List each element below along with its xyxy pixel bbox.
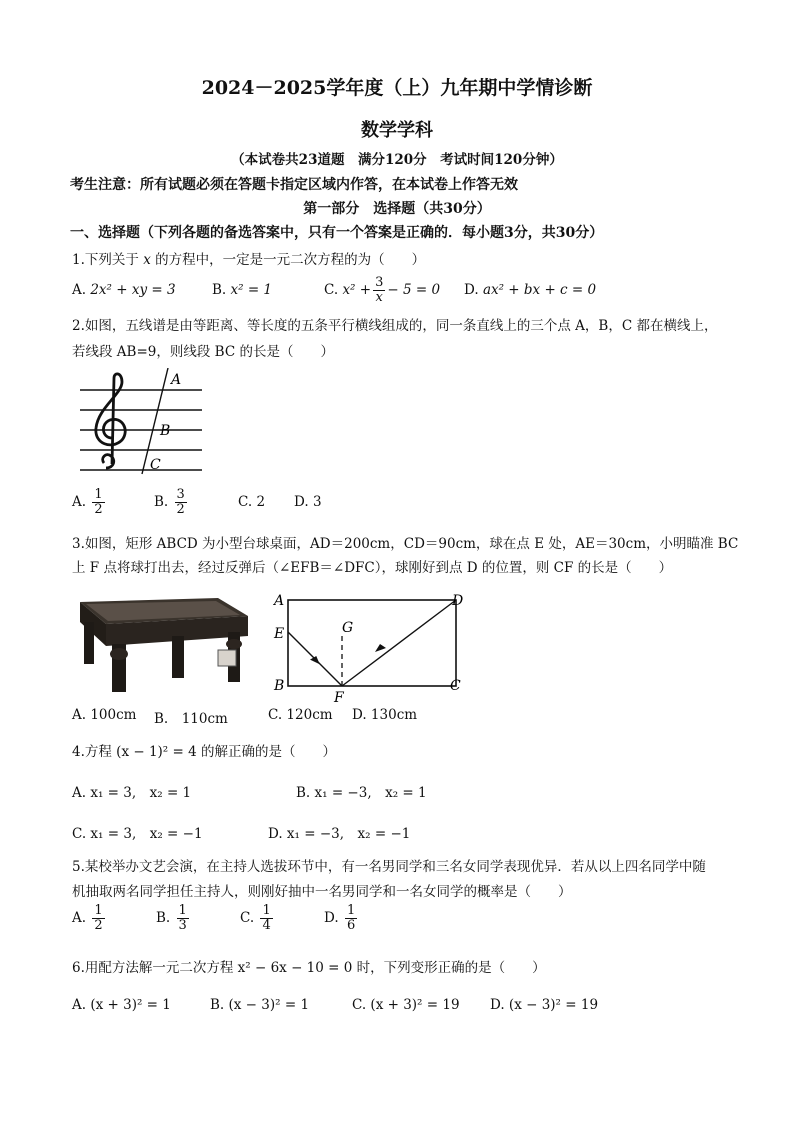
table-rectangle xyxy=(288,600,456,686)
label-a: A xyxy=(274,593,285,609)
q5-option-a: A. $\frac{1}{2}$ xyxy=(72,903,103,933)
q2-option-a: A. $\frac{1}{2}$ xyxy=(72,487,103,517)
section-one-heading: 一、选择题（下列各题的备选答案中，只有一个答案是正确的．每小题3分，共30分） xyxy=(70,225,604,241)
arrow-icon xyxy=(375,644,386,652)
q3-option-c: C. 120cm xyxy=(268,707,333,723)
treble-clef-icon xyxy=(96,374,125,468)
q1-stem: 1.下列关于 x 的方程中，一定是一元二次方程的为（ ） xyxy=(72,252,426,268)
q5-options xyxy=(72,904,359,932)
label-f: F xyxy=(334,690,344,706)
q6-option-a: A. (x + 3)² = 1 xyxy=(72,997,171,1013)
q2-option-c: C. 2 xyxy=(238,494,266,511)
q5-option-d: D. $\frac{1}{6}$ xyxy=(324,903,356,933)
q3-option-b: B. 110cm xyxy=(154,711,228,727)
q4-stem: 4.方程 (x − 1)² = 4 的解正确的是（ ） xyxy=(72,744,336,760)
q5-line2: 机抽取两名同学担任主持人，则刚好抽中一名男同学和一名女同学的概率是（ ） xyxy=(72,884,572,900)
q4-option-a: A. x₁ = 3, x₂ = 1 xyxy=(72,785,192,801)
arrow-icon xyxy=(310,656,321,665)
q5-line1: 5.某校举办文艺会演，在主持人选拔环节中，有一名男同学和三名女同学表现优异．若从以上四名同学中随 xyxy=(72,859,706,875)
q2-options xyxy=(72,488,322,516)
label-d: D xyxy=(452,593,464,609)
q4-option-d: D. x₁ = −3, x₂ = −1 xyxy=(268,826,411,842)
q4-option-b: B. x₁ = −3, x₂ = 1 xyxy=(296,785,427,801)
q1-option-d: D. ax² + bx + c = 0 xyxy=(464,282,597,299)
q5-option-b: B. $\frac{1}{3}$ xyxy=(156,903,187,933)
q3-option-d: D. 130cm xyxy=(352,707,418,723)
label-g: G xyxy=(342,620,354,636)
point-b-label: B xyxy=(160,423,171,439)
q2-line1: 2.如图，五线谱是由等距离、等长度的五条平行横线组成的，同一条直线上的三个点 A，B，C 都在横线上， xyxy=(72,318,718,334)
exam-notice: 考生注意：所有试题必须在答题卡指定区域内作答，在本试卷上作答无效 xyxy=(70,177,518,193)
label-b: B xyxy=(274,678,285,694)
path-fd xyxy=(342,600,456,686)
q6-option-d: D. (x − 3)² = 19 xyxy=(490,997,599,1013)
q1-option-c: C. x² + $\frac{3}{x}$ − 5 = 0 xyxy=(324,275,441,305)
part-one-heading: 第一部分 选择题（共30分） xyxy=(303,201,491,217)
staff-figure xyxy=(76,368,206,476)
q6-option-c: C. (x + 3)² = 19 xyxy=(352,997,460,1013)
label-c: C xyxy=(450,678,461,694)
q3-option-a: A. 100cm xyxy=(72,707,137,723)
q2-option-d: D. 3 xyxy=(294,494,322,511)
billiard-table-photo xyxy=(72,592,254,696)
q6-option-b: B. (x − 3)² = 1 xyxy=(210,997,310,1013)
q1-option-a: A. 2x² + xy = 3 xyxy=(72,282,176,299)
q1-options xyxy=(72,276,596,304)
exam-info: （本试卷共23道题 满分120分 考试时间120分钟） xyxy=(231,152,563,168)
exam-title: 2024－2025学年度（上）九年期中学情诊断 xyxy=(201,77,593,99)
q6-stem: 6.用配方法解一元二次方程 x² − 6x − 10 = 0 时，下列变形正确的是（ ） xyxy=(72,960,546,976)
q5-option-c: C. $\frac{1}{4}$ xyxy=(240,903,271,933)
point-c-label: C xyxy=(150,457,161,473)
q1-option-b: B. x² = 1 xyxy=(212,282,273,299)
subject-title: 数学学科 xyxy=(361,120,433,141)
q4-option-c: C. x₁ = 3, x₂ = −1 xyxy=(72,826,203,842)
point-a-label: A xyxy=(171,372,182,388)
label-e: E xyxy=(274,626,285,642)
q2-option-b: B. $\frac{3}{2}$ xyxy=(154,487,185,517)
q3-line1: 3.如图，矩形 ABCD 为小型台球桌面，AD＝200cm，CD＝90cm，球在点 E 处，AE＝30cm，小明瞄准 BC xyxy=(72,536,739,552)
q2-line2: 若线段 AB=9，则线段 BC 的长是（ ） xyxy=(72,344,334,360)
billiard-diagram xyxy=(262,586,472,706)
q3-line2: 上 F 点将球打出去，经过反弹后（∠EFB＝∠DFC），球刚好到点 D 的位置，则 CF 的长是（ ） xyxy=(72,560,673,576)
